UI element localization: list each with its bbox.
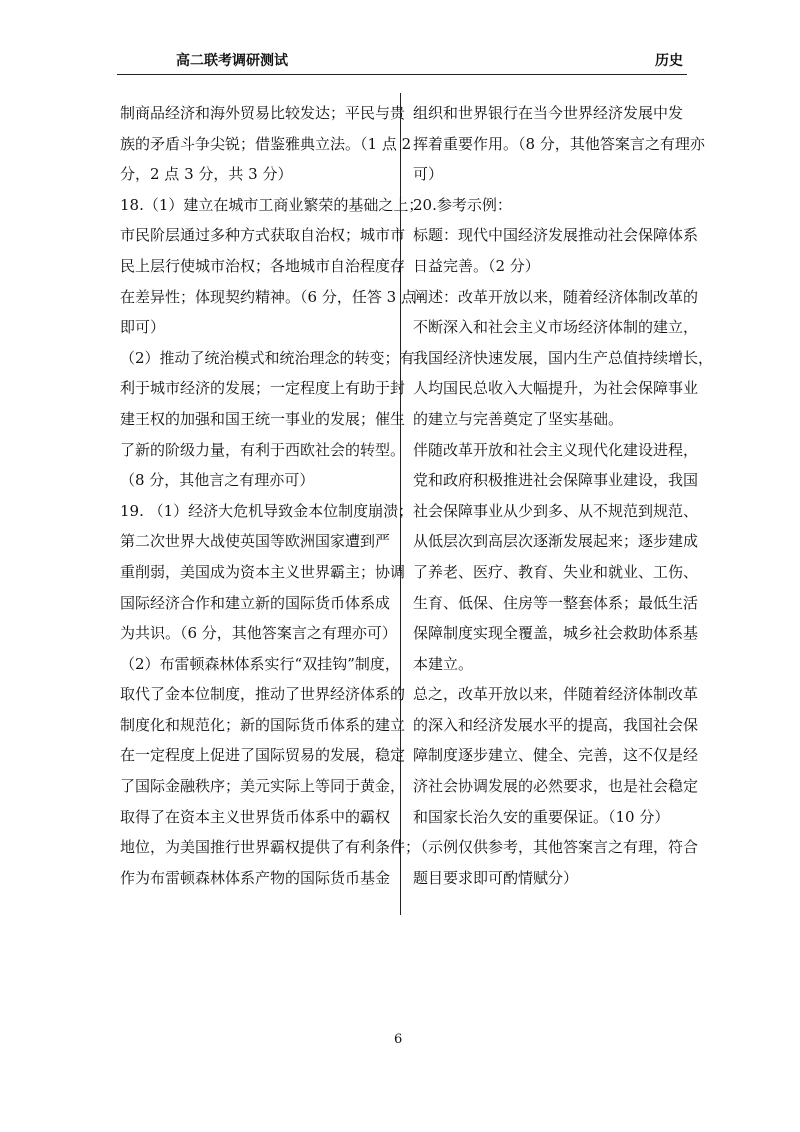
answer-line: 济社会协调发展的必然要求，也是社会稳定: [413, 777, 699, 796]
answer-line: 分，2 点 3 分，共 3 分）: [120, 165, 293, 184]
answer-line: 在一定程度上促进了国际贸易的发展，稳定: [120, 746, 406, 765]
answer-line: 了养老、医疗、教育、失业和就业、工伤、: [413, 562, 699, 581]
answer-line: 在差异性；体现契约精神。（6 分，任答 3 点: [120, 287, 416, 306]
answer-line: 18.（1）建立在城市工商业繁荣的基础之上；: [120, 195, 424, 214]
answer-line: 制商品经济和海外贸易比较发达；平民与贵: [120, 104, 406, 122]
right-column: [413, 98, 714, 893]
answer-line: 市民阶层通过多种方式获取自治权；城市市: [120, 226, 406, 245]
answer-line: 了新的阶级力量，有利于西欧社会的转型。: [120, 440, 406, 459]
answer-line: 地位，为美国推行世界霸权提供了有利条件；: [120, 838, 421, 857]
answer-line: 题目要求即可酌情赋分）: [413, 868, 579, 887]
answer-line: 民上层行使城市治权；各地城市自治程度存: [120, 256, 406, 275]
answer-line: 的建立与完善奠定了坚实基础。: [413, 409, 624, 428]
answer-line: 利于城市经济的发展；一定程度上有助于封: [120, 379, 406, 398]
answer-line: 人均国民总收入大幅提升，为社会保障事业: [413, 379, 699, 398]
answer-line: （8 分，其他言之有理亦可）: [120, 471, 315, 490]
page-number: 6: [394, 1032, 403, 1047]
answer-line: 阐述：改革开放以来，随着经济体制改革的: [413, 287, 699, 306]
answer-line: 可）: [413, 165, 444, 184]
answer-line: 挥着重要作用。（8 分，其他答案言之有理亦: [413, 134, 705, 153]
answer-line: 国际经济合作和建立新的国际货币体系成: [120, 593, 391, 612]
answer-line: 从低层次到高层次逐渐发展起来；逐步建成: [413, 532, 699, 551]
answer-line: 本建立。: [413, 654, 474, 673]
answer-line: （2）推动了统治模式和统治理念的转变；有: [120, 348, 415, 367]
answer-line: （示例仅供参考，其他答案言之有理，符合: [413, 838, 699, 857]
answer-line: 党和政府积极推进社会保障事业建设，我国: [413, 471, 699, 490]
answer-line: 作为布雷顿森林体系产物的国际货币基金: [120, 868, 391, 887]
answer-line: 建王权的加强和国王统一事业的发展；催生: [120, 409, 406, 428]
header-title: 高二联考调研测试: [176, 53, 288, 69]
answer-line: 保障制度实现全覆盖，城乡社会救助体系基: [413, 624, 699, 643]
answer-line: 即可）: [120, 318, 166, 337]
answer-line: 了国际金融秩序；美元实际上等同于黄金，: [120, 777, 406, 796]
answer-line: 的深入和经济发展水平的提高，我国社会保: [413, 715, 699, 734]
answer-line: 20.参考示例：: [413, 195, 512, 214]
left-column: [120, 98, 424, 893]
answer-line: 族的矛盾斗争尖锐；借鉴雅典立法。（1 点 2: [120, 134, 412, 153]
answer-line: 19. （1）经济大危机导致金本位制度崩溃；: [120, 501, 414, 520]
answer-line: 为共识。（6 分，其他答案言之有理亦可）: [120, 624, 397, 643]
answer-line: 伴随改革开放和社会主义现代化建设进程，: [413, 440, 699, 459]
answer-line: 取得了在资本主义世界货币体系中的霸权: [120, 807, 391, 826]
header-rule: [117, 74, 687, 75]
answer-line: 生育、低保、住房等一整套体系；最低生活: [413, 593, 699, 612]
answer-line: 制度化和规范化；新的国际货币体系的建立: [120, 715, 406, 734]
answer-line: 障制度逐步建立、健全、完善，这不仅是经: [413, 746, 699, 765]
answer-line: 社会保障事业从少到多、从不规范到规范、: [413, 501, 699, 520]
answer-line: 第二次世界大战使英国等欧洲国家遭到严: [120, 532, 391, 551]
answer-line: 重削弱，美国成为资本主义世界霸主；协调: [120, 562, 406, 581]
answer-line: 取代了金本位制度，推动了世界经济体系的: [120, 685, 406, 704]
answer-line: 日益完善。（2 分）: [413, 256, 540, 275]
column-divider: [400, 93, 401, 915]
answer-line: 总之，改革开放以来，伴随着经济体制改革: [413, 685, 699, 704]
answer-line: （2）布雷顿森林体系实行“双挂钩”制度，: [120, 654, 400, 673]
answer-line: 我国经济快速发展，国内生产总值持续增长，: [413, 348, 714, 367]
answer-line: 标题：现代中国经济发展推动社会保障体系: [413, 226, 699, 245]
answer-line: 不断深入和社会主义市场经济体制的建立，: [413, 318, 699, 337]
answer-line: 和国家长治久安的重要保证。（10 分）: [413, 807, 670, 826]
header-subject: 历史: [655, 53, 683, 69]
answer-line: 组织和世界银行在当今世界经济发展中发: [413, 104, 684, 122]
